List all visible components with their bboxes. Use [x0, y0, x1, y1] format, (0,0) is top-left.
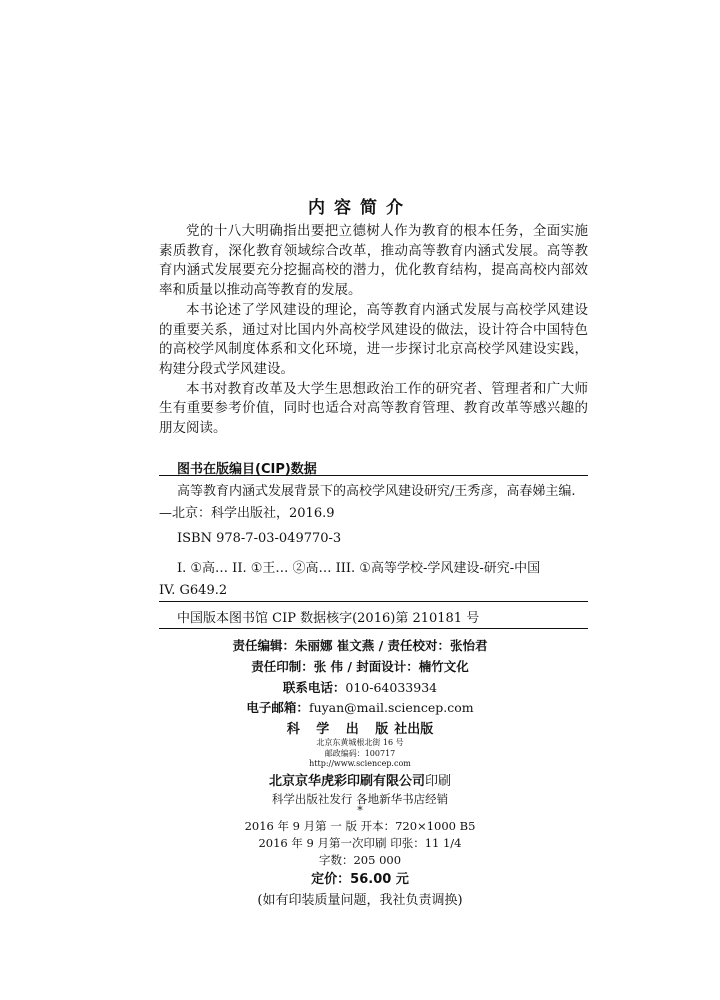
cip-heading: 图书在版编目(CIP)数据 — [177, 462, 317, 477]
imprint-editors: 责任编辑：朱丽娜 崔文燕 / 责任校对：张怡君 — [232, 638, 488, 653]
imprint-printer: 北京京华虎彩印刷有限公司印刷 — [268, 774, 452, 789]
imprint-edition: 2016 年 9 月第 一 版 开本：720×1000 B5 — [244, 819, 476, 833]
summary-title: 内容简介 — [308, 198, 412, 218]
cip-number: 中国版本图书馆 CIP 数据核字(2016)第 210181 号 — [177, 611, 480, 626]
imprint-word-count: 字数：205 000 — [318, 853, 402, 867]
imprint-address: 北京东黄城根北街 16 号 — [316, 738, 404, 747]
cip-subjects: I. ①高… II. ①王… ②高… III. ①高等学校-学风建设-研究-中国 — [177, 561, 541, 576]
imprint-price: 定价：56.00 元 — [311, 872, 409, 887]
imprint-separator: * — [357, 804, 363, 817]
imprint-website: http://www.sciencep.com — [309, 759, 411, 768]
imprint-postcode: 邮政编码：100717 — [324, 749, 396, 758]
cip-isbn: ISBN 978-7-03-049770-3 — [177, 531, 342, 546]
imprint-email: 电子邮箱：fuyan@mail.sciencep.com — [246, 700, 474, 715]
cip-top-rule — [159, 475, 588, 476]
cip-classification: IV. G649.2 — [159, 583, 228, 598]
imprint-print-design: 责任印制：张 伟 / 封面设计：楠竹文化 — [251, 659, 469, 674]
cip-middle-rule — [159, 601, 588, 602]
imprint-phone: 联系电话：010-64033934 — [282, 680, 438, 695]
imprint-printing: 2016 年 9 月第一次印刷 印张：11 1/4 — [258, 836, 462, 850]
summary-paragraph-3: 本书对教育改革及大学生思想政治工作的研究者、管理者和广大师生有重要参考价值，同时也适合对高等教育管理、教育改革等感兴趣的朋友阅读。 — [159, 380, 588, 437]
imprint-notice: (如有印装质量问题，我社负责调换) — [257, 893, 463, 908]
summary-body — [159, 222, 588, 439]
cip-bottom-rule — [159, 628, 588, 629]
summary-paragraph-1: 党的十八大明确指出要把立德树人作为教育的根本任务，全面实施素质教育，深化教育领域综合改革，推动高等教育内涵式发展。高等教育内涵式发展要充分挖掘高校的潜力，优化教育结构，提高高校内部效率和质量以推动高等教育的发展。 — [159, 223, 588, 299]
imprint-distribution: 科学出版社发行 各地新华书店经销 — [271, 792, 449, 806]
summary-paragraph-2: 本书论述了学风建设的理论，高等教育内涵式发展与高校学风建设的重要关系，通过对比国内外高校学风建设的做法，设计符合中国特色的高校学风制度体系和文化环境，进一步探讨北京高校学风建设实践，构建分段式学风建设。 — [159, 301, 588, 377]
imprint-publisher: 科 学 出 版社出版 — [286, 722, 434, 737]
cip-title-line: 高等教育内涵式发展背景下的高校学风建设研究/王秀彦，高春娣主编. —北京：科学出版社，2016.9 — [159, 484, 576, 521]
